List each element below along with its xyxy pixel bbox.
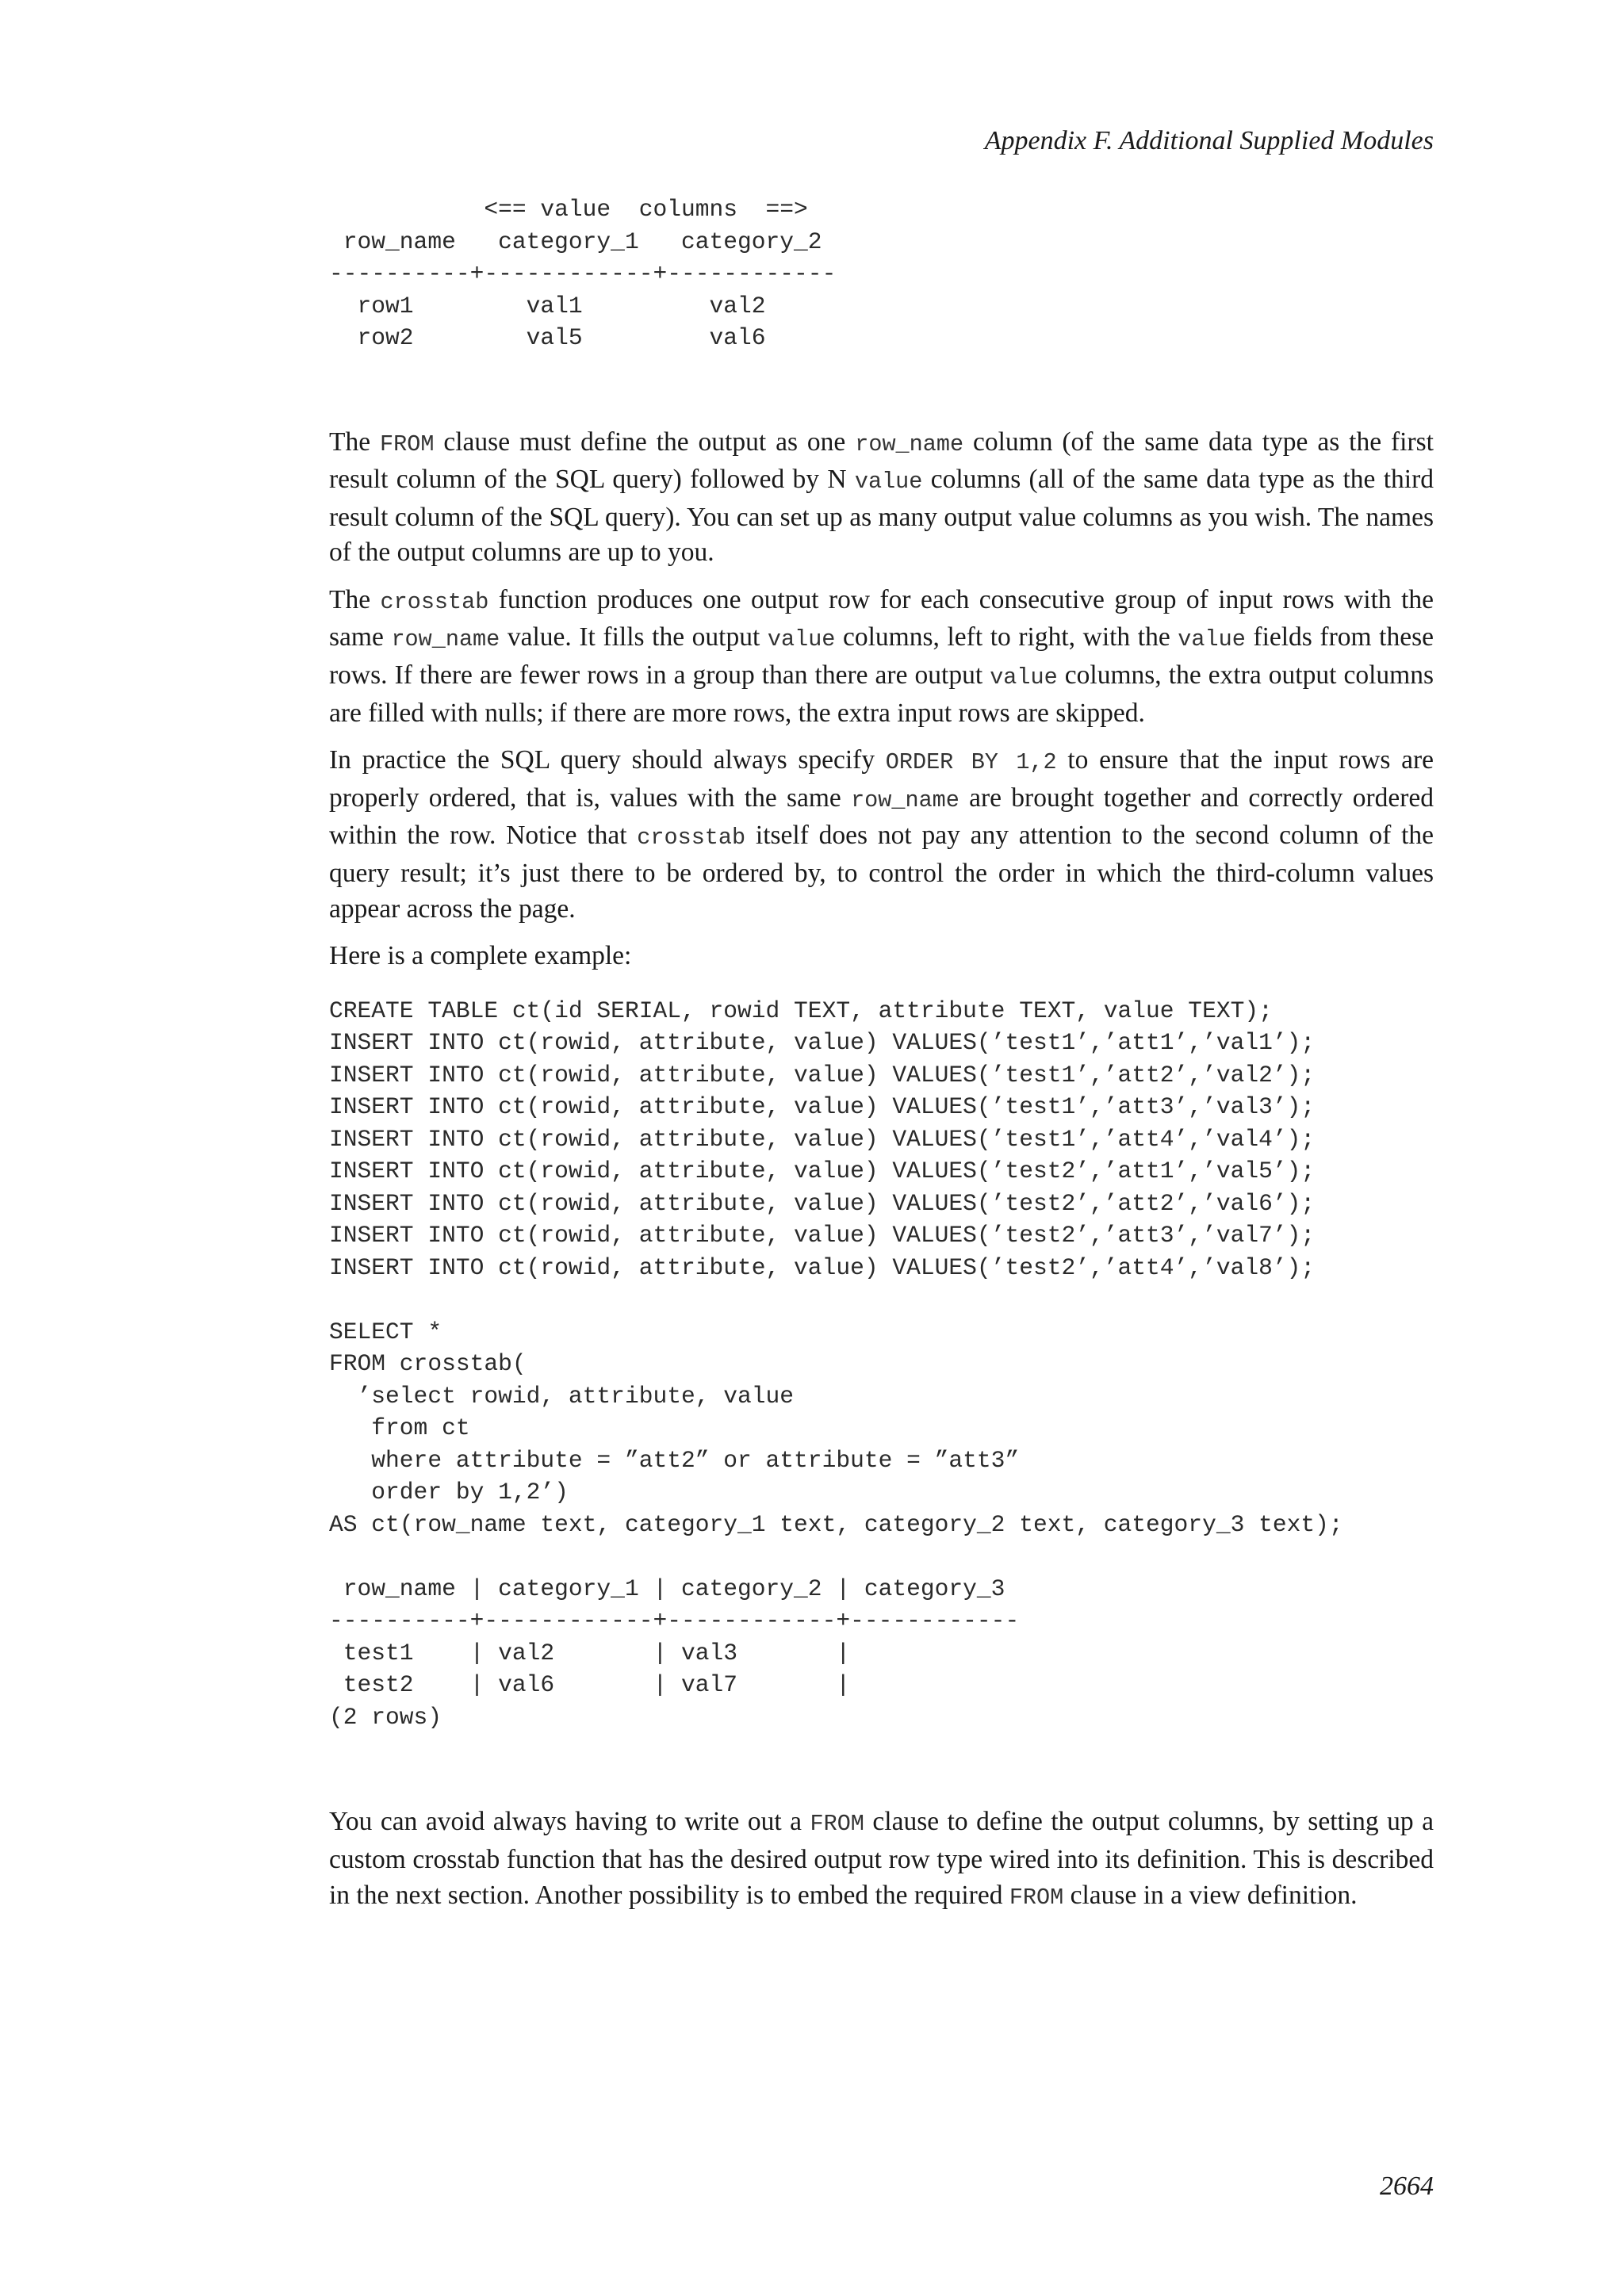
text-run: clause in a view definition. [1063,1880,1358,1910]
paragraph-order-by [329,743,1434,927]
text-run: value. It fills the output [500,622,768,652]
text-run: function produces one output row for each consecutive group of input rows with the same [329,584,1434,652]
inline-code: FROM [1009,1884,1064,1911]
inline-code: FROM [810,1811,864,1838]
text-run: are brought together and correctly ordered within the row. Notice that [329,783,1434,851]
text-run: You can avoid always having to write out a [329,1807,810,1837]
paragraph-custom-function [329,1804,1434,1915]
inline-code: crosstab [637,825,746,851]
text-run: columns, the extra output columns are filled with nulls; if there are more rows, the extra input rows are skipped. [329,660,1434,728]
inline-code: row_name [391,626,500,653]
paragraph-example-intro: Here is a complete example: [329,941,632,971]
output-example-block: <== value columns ==> row_name category_1 category_2 ----------+------------+------------ row1 val1 val2 row2 val5 val6 [329,196,837,351]
page-number: 2664 [1380,2172,1434,2201]
inline-code: ORDER BY 1,2 [885,749,1057,776]
text-run: clause must define the output as one [434,427,856,457]
text-run: itself does not pay any attention to the second column of the query result; it’s just there to be ordered by, to control the order in which the third-column values appear across the page. [329,821,1434,924]
page-content [329,193,1434,1915]
inline-code: value [990,664,1058,691]
inline-code: value [854,469,923,496]
text-run: columns, left to right, with the [835,622,1178,652]
inline-code: row_name [855,430,964,457]
inline-code: FROM [380,430,435,457]
paragraph-from-clause [329,425,1434,571]
inline-code: value [767,626,836,653]
text-run: column (of the same data type as the first result column of the SQL query) followed by N [329,427,1434,495]
text-run: clause to define the output columns, by setting up a custom crosstab function that has the desired output row type wired into its definition. This is described in the next section. Another possibility is to embed the required [329,1807,1434,1910]
inline-code: crosstab [380,588,489,615]
text-run: columns (all of the same data type as the third result column of the SQL query). You can set up as many output value columns as you wish. The names of the output columns are up to you. [329,465,1434,568]
text-run: to ensure that the input rows are properly ordered, that is, values with the same [329,745,1434,813]
text-run: The [329,427,381,457]
inline-code: value [1178,626,1246,653]
inline-code: row_name [851,786,959,813]
paragraph-crosstab-function [329,583,1434,731]
text-run: In practice the SQL query should always specify [329,745,886,775]
text-run: The [329,584,381,614]
running-header: Appendix F. Additional Supplied Modules [984,126,1434,155]
sql-code-example-block: CREATE TABLE ct(id SERIAL, rowid TEXT, attribute TEXT, value TEXT); INSERT INTO ct(rowid, attribute, value) VALUES(’test1’,’att1’,’val1’); INSERT INTO ct(rowid, attribute, value) VALUES(’test1’,’att2’,’val2’); INSERT INTO ct(rowid, attribute, value) VALUES(’test1’,’att3’,’val3’); INSERT INTO ct(rowid, attribute, value) VALUES(’test1’,’att4’,’val4’); INSERT INTO ct(rowid, attribute, value) VALUES(’test2’,’att1’,’val5’); INSERT INTO ct(rowid, attribute, value) VALUES(’test2’,’att2’,’val6’); INSERT INTO ct(rowid, attribute, value) VALUES(’test2’,’att3’,’val7’); INSERT INTO ct(rowid, attribute, value) VALUES(’test2’,’att4’,’val8’); SELECT * FROM crosstab( ’select rowid, attribute, value from ct where attribute = ”att2” or attribute = ”att3” order by 1,2’) AS ct(row_name text, category_1 text, category_2 text, category_3 text); row_name | category_1 | category_2 | category_3 ----------+------------+------------+------------ test1 | val2 | val3 | test2 | val6 | val7 | (2 rows) [329,997,1343,1731]
text-run: fields from these rows. If there are fewer rows in a group than there are output [329,622,1434,691]
